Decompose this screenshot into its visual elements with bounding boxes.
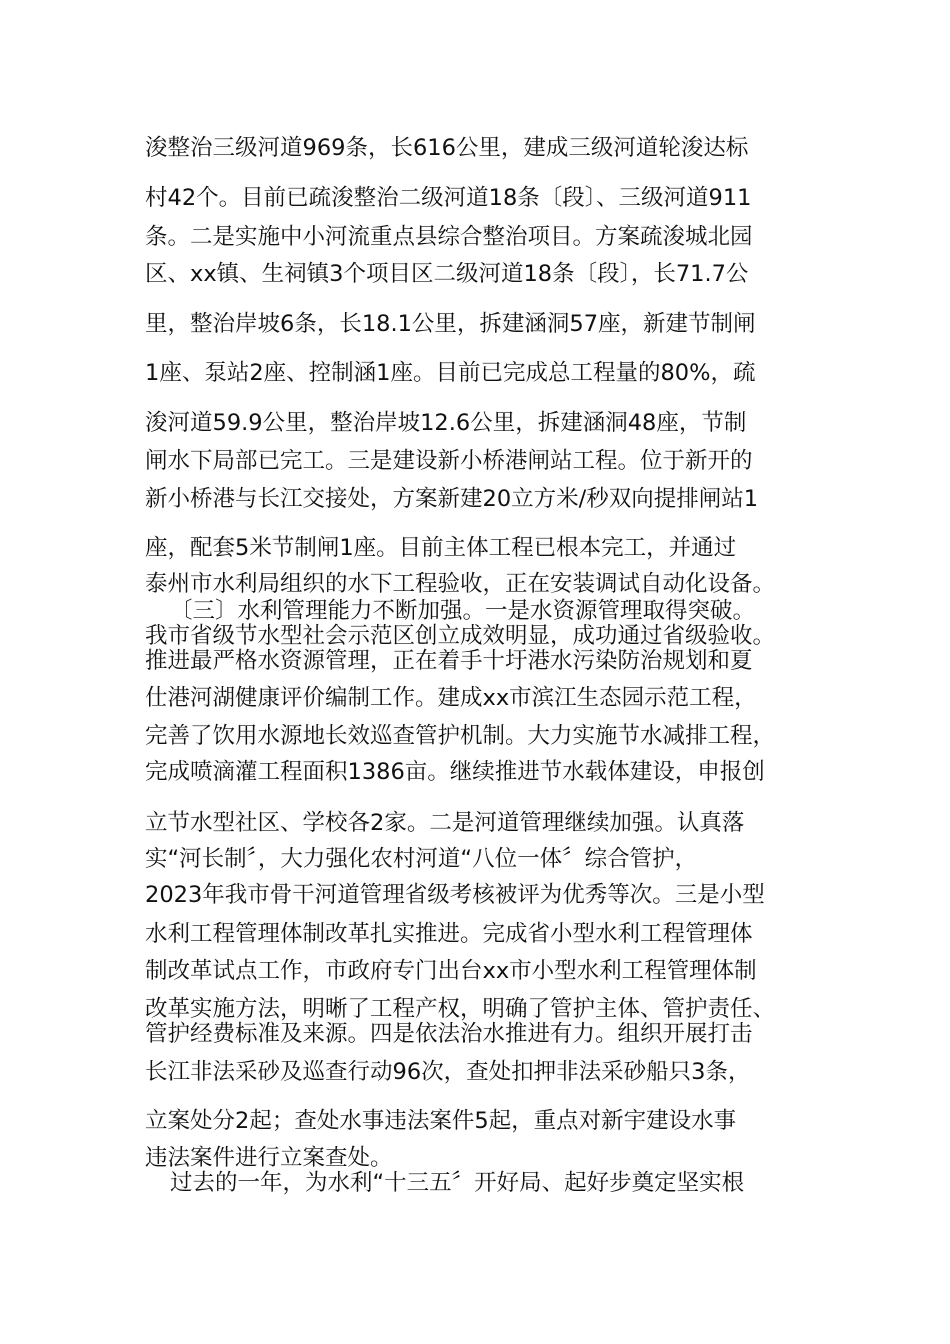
text-line: 座，配套5米节制闸1座。目前主体工程已根本完工，并通过 [145, 535, 737, 561]
text-line: 浚整治三级河道969条，长616公里，建成三级河道轮浚达标 [145, 135, 749, 161]
text-line: 2023年我市骨干河道管理省级考核被评为优秀等次。三是小型 [145, 882, 765, 908]
text-line: 区、xx镇、生祠镇3个项目区二级河道18条〔段〕，长71.7公 [145, 261, 749, 287]
text-line: 违法案件进行立案查处。 [145, 1145, 393, 1171]
text-line: 管护经费标准及来源。四是依法治水推进有力。组织开展打击 [145, 1021, 753, 1047]
text-line: 新小桥港与长江交接处，方案新建20立方米/秒双向提排闸站1 [145, 486, 759, 512]
text-line: 浚河道59.9公里，整治岸坡12.6公里，拆建涵洞48座，节制 [145, 410, 747, 436]
text-line: 村42个。目前已疏浚整治二级河道18条〔段〕、三级河道911 [145, 185, 752, 211]
text-line: 1座、泵站2座、控制涵1座。目前已完成总工程量的80%，疏 [145, 360, 756, 386]
text-line: 条。二是实施中小河流重点县综合整治项目。方案疏浚城北园 [145, 224, 753, 250]
text-line: 制改革试点工作，市政府专门出台xx市小型水利工程管理体制 [145, 958, 757, 984]
text-line: 实“河长制〞，大力强化农村河道“八位一体〞综合管护， [145, 846, 698, 872]
text-line: 改革实施方法，明晰了工程产权，明确了管护主体、管护责任、 [145, 996, 776, 1022]
text-line: 长江非法采砂及巡查行动96次，查处扣押非法采砂船只3条， [145, 1059, 751, 1085]
text-line: 水利工程管理体制改革扎实推进。完成省小型水利工程管理体 [145, 921, 753, 947]
text-line: 泰州市水利局组织的水下工程验收，正在安装调试自动化设备。 [145, 571, 776, 597]
text-line: 立案处分2起；查处水事违法案件5起，重点对新宇建设水事 [145, 1108, 737, 1134]
text-line: 完成喷滴灌工程面积1386亩。继续推进节水载体建设，申报创 [145, 759, 765, 785]
text-line: 闸水下局部已完工。三是建设新小桥港闸站工程。位于新开的 [145, 448, 753, 474]
text-line: 推进最严格水资源管理，正在着手十圩港水污染防治规划和夏 [145, 648, 753, 674]
text-line: 仕港河湖健康评价编制工作。建成xx市滨江生态园示范工程， [145, 685, 757, 711]
text-line: 里，整治岸坡6条，长18.1公里，拆建涵洞57座，新建节制闸 [145, 311, 756, 337]
paragraph-start-line: 过去的一年，为水利“十三五〞开好局、起好步奠定坚实根 [170, 1170, 745, 1196]
text-line: 立节水型社区、学校各2家。二是河道管理继续加强。认真落 [145, 810, 745, 836]
section-heading: 〔三〕水利管理能力不断加强。一是水资源管理取得突破。 [170, 598, 756, 624]
text-line: 完善了饮用水源地长效巡查管护机制。大力实施节水减排工程， [145, 723, 776, 749]
text-line: 我市省级节水型社会示范区创立成效明显，成功通过省级验收。 [145, 623, 776, 649]
